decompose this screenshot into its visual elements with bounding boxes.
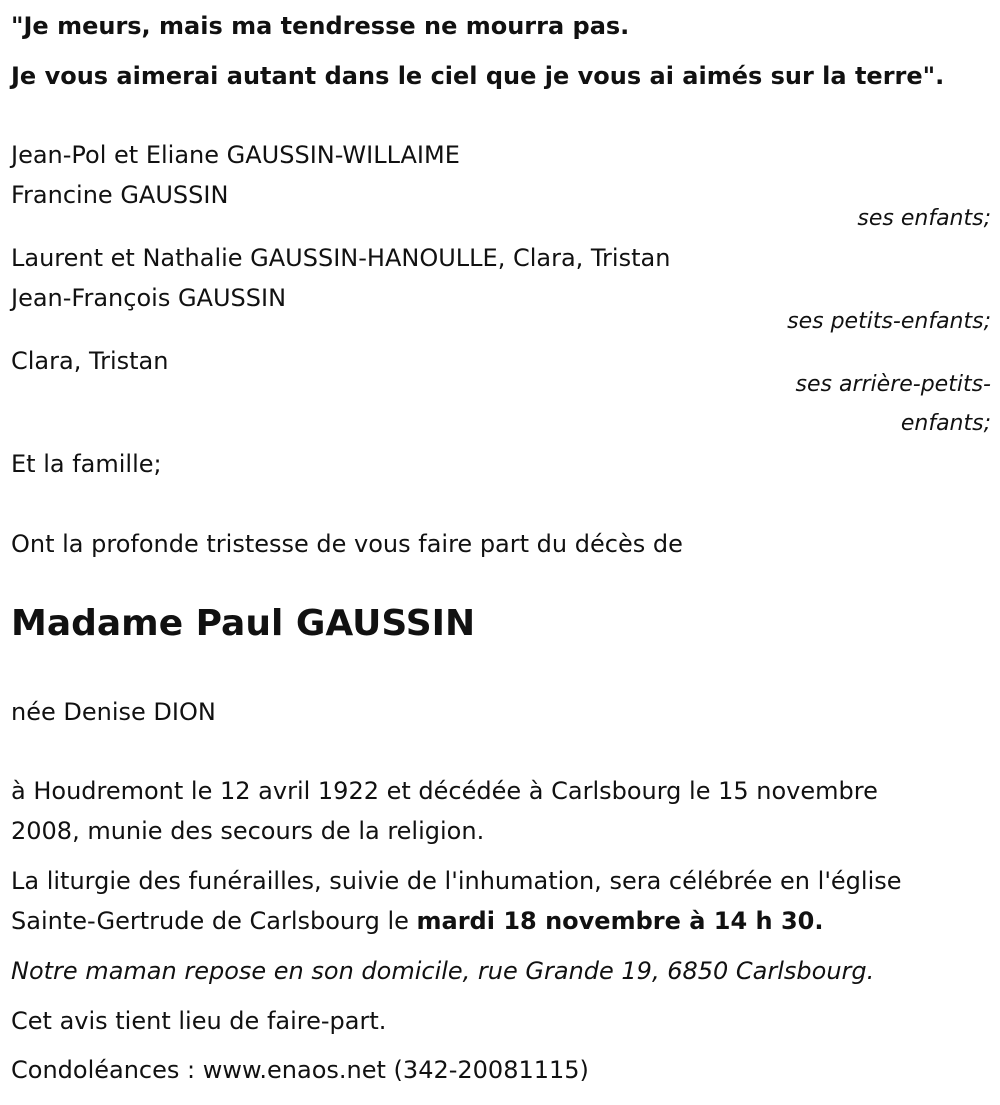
birth-death-line-2: 2008, munie des secours de la religion. (11, 817, 485, 845)
funeral-line-1: La liturgie des funérailles, suivie de l'inhumation, sera célébrée en l'église (11, 867, 902, 895)
children-label: ses enfants; (857, 206, 991, 231)
rest-location: Notre maman repose en son domicile, rue Grande 19, 6850 Carlsbourg. (11, 957, 875, 985)
grandchildren-label: ses petits-enfants; (787, 309, 991, 334)
announcement: Ont la profonde tristesse de vous faire part du décès de (11, 530, 683, 558)
great-grandchildren-label-line-2: enfants; (900, 411, 991, 436)
quote-line-1: "Je meurs, mais ma tendresse ne mourra pas. (11, 12, 630, 40)
condolences-line: Condoléances : www.enaos.net (342-20081115) (11, 1056, 589, 1084)
child-1: Jean-Pol et Eliane GAUSSIN-WILLAIME (11, 141, 460, 169)
extended-family: Et la famille; (11, 450, 162, 478)
maiden-name: née Denise DION (11, 698, 216, 726)
notice-line: Cet avis tient lieu de faire-part. (11, 1007, 387, 1035)
quote-line-2: Je vous aimerai autant dans le ciel que je vous ai aimés sur la terre". (11, 62, 945, 90)
grandchild-1: Laurent et Nathalie GAUSSIN-HANOULLE, Clara, Tristan (11, 244, 671, 272)
grandchild-2: Jean-François GAUSSIN (11, 284, 287, 312)
funeral-place: Sainte-Gertrude de Carlsbourg le (11, 907, 417, 935)
funeral-line-2 (11, 905, 823, 937)
deceased-name: Madame Paul GAUSSIN (11, 603, 476, 644)
great-grandchild-1: Clara, Tristan (11, 347, 169, 375)
birth-death-line-1: à Houdremont le 12 avril 1922 et décédée à Carlsbourg le 15 novembre (11, 777, 878, 805)
child-2: Francine GAUSSIN (11, 181, 229, 209)
great-grandchildren-label-line-1: ses arrière-petits- (795, 372, 991, 397)
obituary-notice (11, 0, 991, 1105)
funeral-datetime: mardi 18 novembre à 14 h 30. (416, 907, 824, 935)
